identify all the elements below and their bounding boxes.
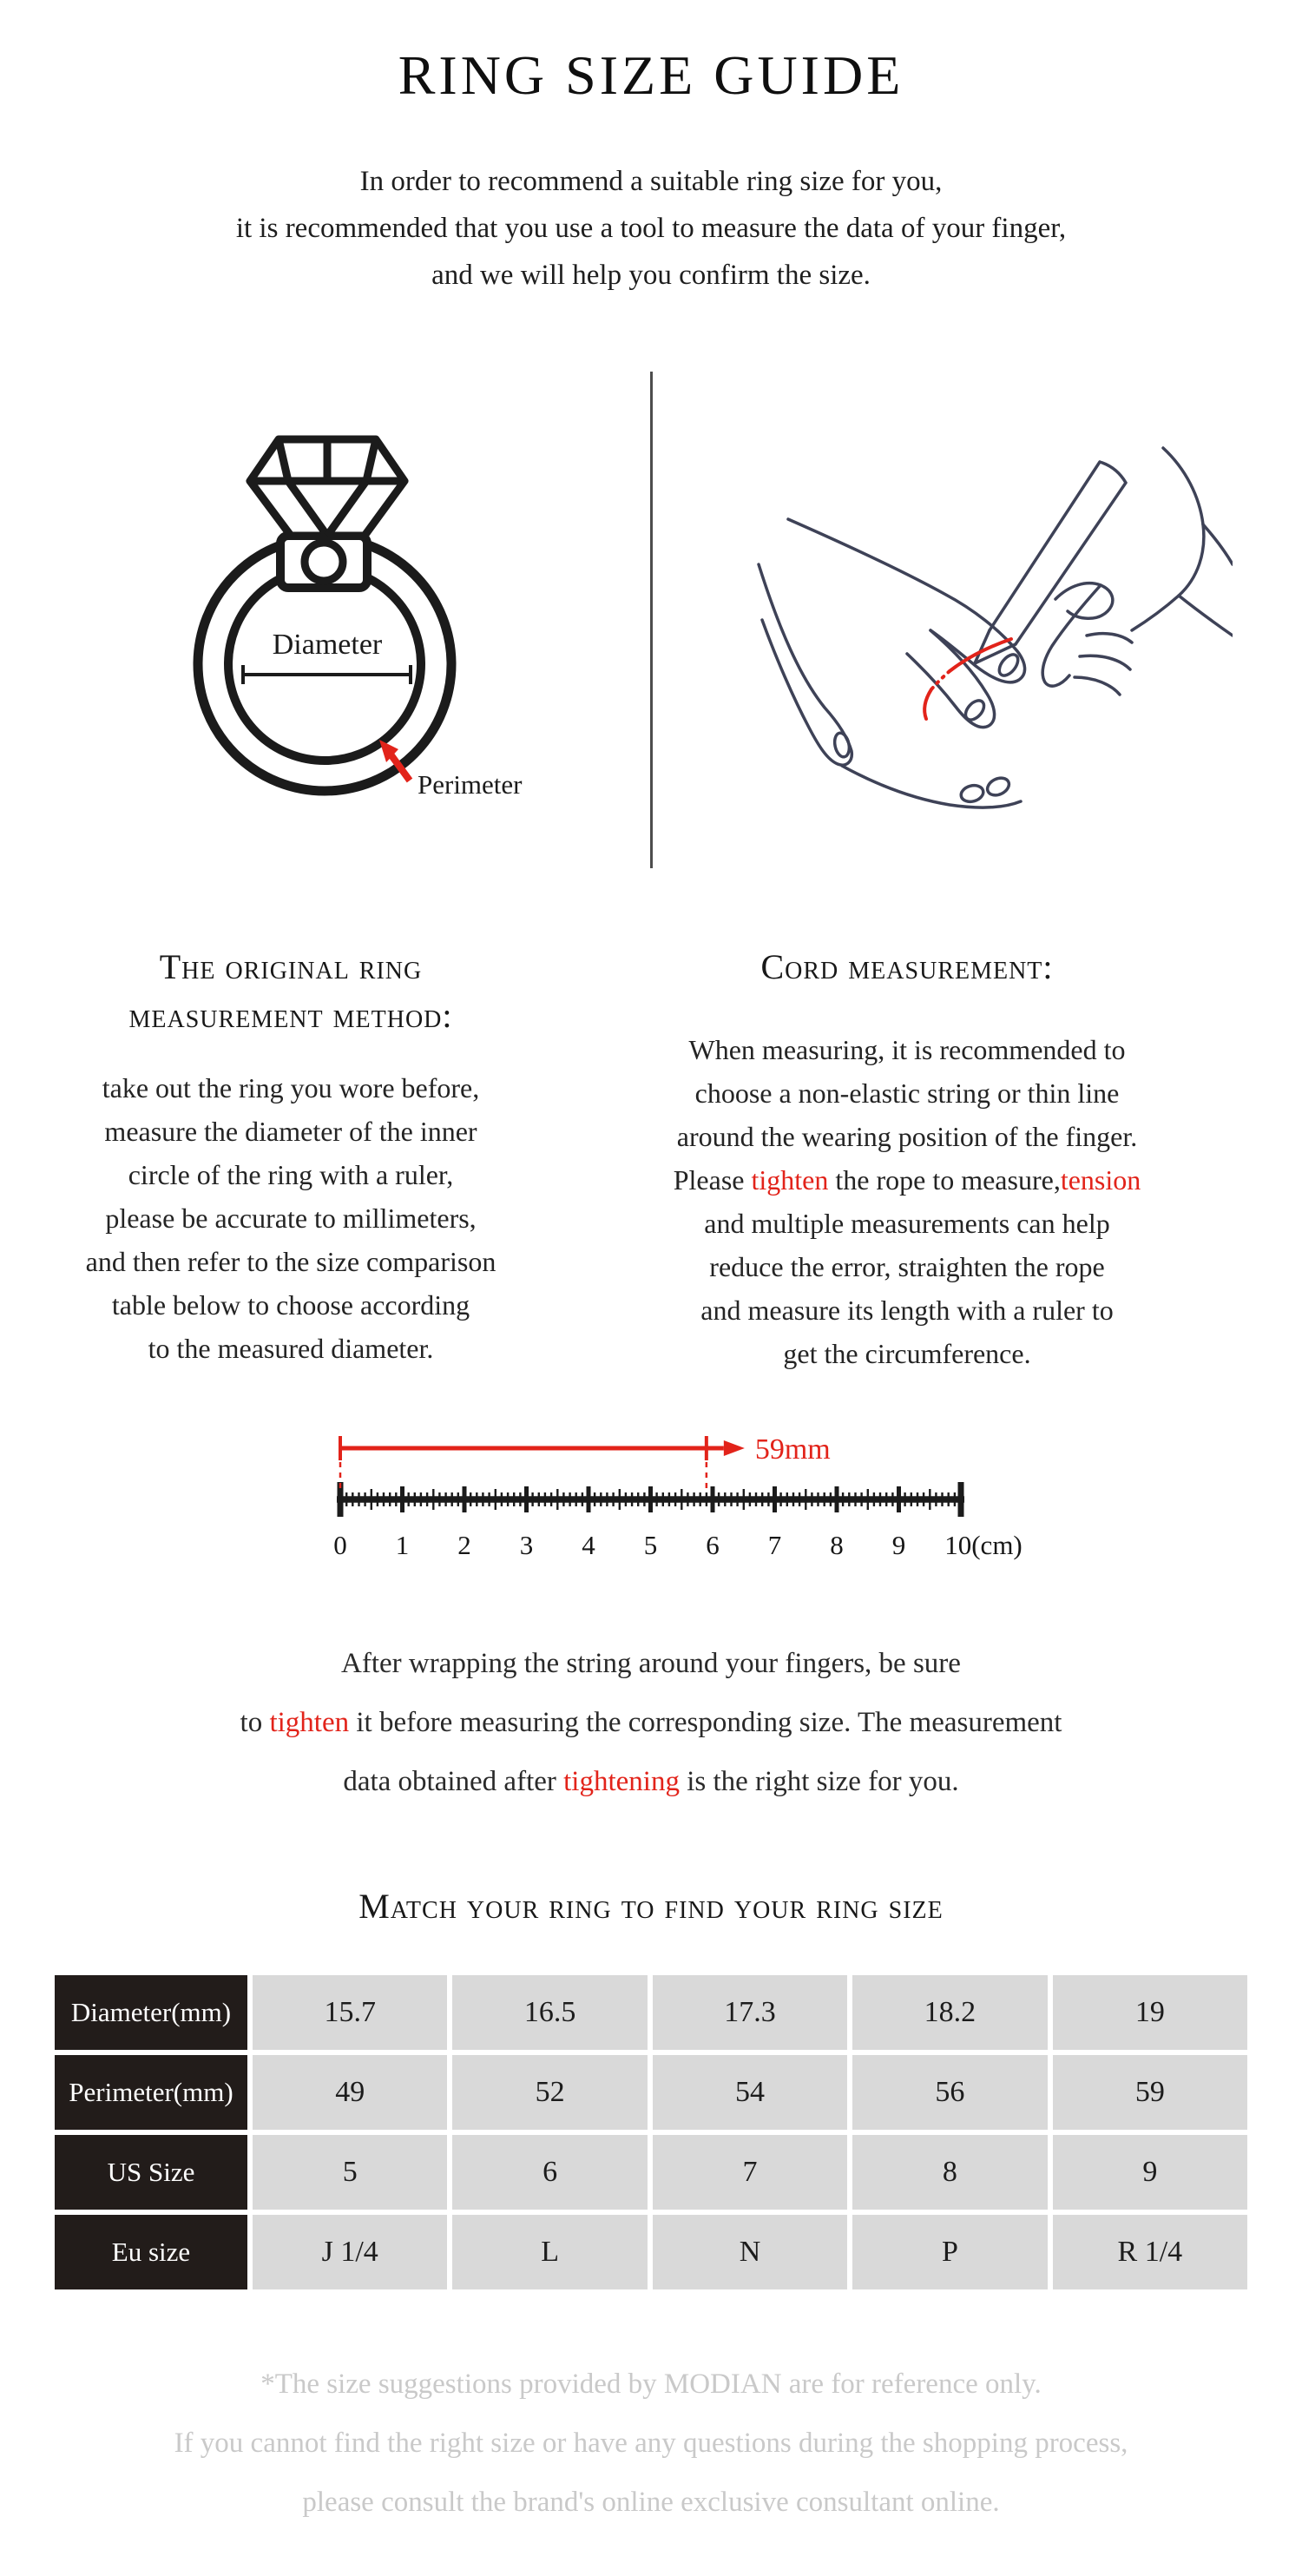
right-wrist-line <box>1203 524 1233 564</box>
intro-line: In order to recommend a suitable ring size for you, <box>359 166 943 197</box>
ruler-numbers <box>333 1530 1023 1560</box>
footer-disclaimer <box>0 2355 1302 2532</box>
ruler-number: 9 <box>891 1530 906 1560</box>
body-line: circle of the ring with a ruler, <box>128 1159 454 1190</box>
body-line <box>664 1288 1150 1332</box>
ruler-measure-label: 59mm <box>754 1433 831 1466</box>
text-segment: around the wearing position of the finger. <box>676 1121 1138 1152</box>
value-cell: J 1/4 <box>253 2215 447 2289</box>
value-cell: 16.5 <box>452 1975 647 2050</box>
ruler-number: 2 <box>457 1530 471 1560</box>
cord-measurement-section <box>664 943 1150 1375</box>
table-heading: Match your ring to find your ring size <box>358 1887 944 1926</box>
ruler-number: 5 <box>643 1530 658 1560</box>
mount-hole <box>305 543 343 581</box>
ruler-diagram <box>286 1407 1068 1571</box>
right-hand-curled-finger <box>1087 634 1132 642</box>
ruler-number: 7 <box>767 1530 782 1560</box>
body-line <box>664 1202 1150 1245</box>
body-line: to the measured diameter. <box>148 1333 434 1364</box>
value-cell: 49 <box>253 2055 447 2130</box>
text-segment: When measuring, it is recommended to <box>688 1034 1126 1065</box>
text-segment: to <box>240 1707 270 1738</box>
text-segment: and multiple measurements can help <box>704 1208 1110 1239</box>
body-line: measure the diameter of the inner <box>104 1116 477 1147</box>
table-row <box>55 1975 1247 2050</box>
text-segment: choose a non-elastic string or thin line <box>694 1077 1120 1109</box>
table-row <box>55 2215 1247 2289</box>
ring-size-table <box>55 1975 1247 2289</box>
highlight-red-text: tightening <box>563 1766 680 1797</box>
text-segment: is the right size for you. <box>679 1766 959 1797</box>
right-hand-curled-finger <box>1075 677 1120 695</box>
diameter-measure-line <box>243 665 411 684</box>
left-section-body <box>74 1066 508 1370</box>
body-line: and then refer to the size comparison <box>85 1246 496 1277</box>
ruler-unit-label: 10(cm) <box>944 1530 1023 1560</box>
value-cell: 18.2 <box>852 1975 1047 2050</box>
intro-line: it is recommended that you use a tool to measure the data of your finger, <box>235 213 1067 244</box>
pen-body <box>990 462 1126 644</box>
right-hand-curled-finger <box>1080 656 1130 669</box>
value-cell: 17.3 <box>653 1975 847 2050</box>
hands-illustration <box>712 417 1233 833</box>
value-cell: 8 <box>852 2135 1047 2210</box>
value-cell: 15.7 <box>253 1975 447 2050</box>
page-title: RING SIZE GUIDE <box>398 44 904 106</box>
text-segment: data obtained after <box>343 1766 564 1797</box>
value-cell: 6 <box>452 2135 647 2210</box>
fingernail <box>984 774 1011 798</box>
row-header-cell: US Size <box>55 2135 247 2210</box>
ruler-number: 0 <box>333 1530 347 1560</box>
value-cell: N <box>653 2215 847 2289</box>
note-line <box>0 1693 1302 1752</box>
vertical-divider <box>650 372 653 868</box>
fingernail <box>962 697 987 723</box>
text-segment: get the circumference. <box>783 1338 1031 1369</box>
body-line <box>664 1332 1150 1375</box>
row-header-cell: Diameter(mm) <box>55 1975 247 2050</box>
highlight-red-text: tension <box>1060 1164 1141 1196</box>
body-line <box>664 1158 1150 1202</box>
body-line <box>664 1245 1150 1288</box>
value-cell: 19 <box>1053 1975 1247 2050</box>
value-cell: 59 <box>1053 2055 1247 2130</box>
highlight-red-text: tighten <box>269 1707 350 1738</box>
thumbnail <box>832 732 851 759</box>
note-line <box>0 1752 1302 1811</box>
fingernail <box>996 651 1022 679</box>
right-section-body <box>664 1028 1150 1375</box>
value-cell: P <box>852 2215 1047 2289</box>
text-segment: reduce the error, straighten the rope <box>709 1251 1105 1282</box>
body-line <box>664 1115 1150 1158</box>
value-cell: 56 <box>852 2055 1047 2130</box>
value-cell: 7 <box>653 2135 847 2210</box>
row-header-cell: Eu size <box>55 2215 247 2289</box>
footer-line: If you cannot find the right size or have any questions during the shopping process, <box>174 2428 1128 2459</box>
right-hand-back-outline <box>1132 448 1204 630</box>
value-cell: 52 <box>452 2055 647 2130</box>
ruler-number: 8 <box>830 1530 844 1560</box>
intro-text <box>0 158 1302 299</box>
ruler-number: 3 <box>519 1530 534 1560</box>
ruler-ticks <box>337 1482 964 1517</box>
value-cell: L <box>452 2215 647 2289</box>
text-segment: and measure its length with a ruler to <box>700 1295 1114 1326</box>
value-cell: 9 <box>1053 2135 1247 2210</box>
text-segment: the rope to measure, <box>828 1164 1061 1196</box>
body-line: take out the ring you wore before, <box>102 1072 480 1104</box>
ring-inner-circle <box>228 568 421 761</box>
red-finger-mark <box>924 689 931 719</box>
table-row <box>55 2055 1247 2130</box>
ruler-number: 6 <box>706 1530 720 1560</box>
text-segment: Please <box>673 1164 752 1196</box>
perimeter-label: Perimeter <box>418 769 523 800</box>
body-line: table below to choose according <box>111 1289 470 1321</box>
intro-line: and we will help you confirm the size. <box>431 260 871 291</box>
ruler-red-measure <box>340 1433 831 1490</box>
footer-line: *The size suggestions provided by MODIAN are for reference only. <box>260 2368 1042 2400</box>
value-cell: 5 <box>253 2135 447 2210</box>
value-cell: 54 <box>653 2055 847 2130</box>
right-wrist-line <box>1179 596 1233 636</box>
diamond-icon <box>250 439 404 536</box>
body-line <box>664 1028 1150 1071</box>
right-hand-thumb <box>1055 583 1113 619</box>
fingernail <box>959 783 985 804</box>
text-segment: After wrapping the string around your fingers, be sure <box>341 1648 961 1679</box>
body-line: please be accurate to millimeters, <box>105 1202 477 1234</box>
row-header-cell: Perimeter(mm) <box>55 2055 247 2130</box>
footer-line: please consult the brand's online exclusive consultant online. <box>302 2487 1000 2518</box>
table-row <box>55 2135 1247 2210</box>
ruler-number: 1 <box>395 1530 410 1560</box>
left-hand-bottom-edge <box>842 766 1021 807</box>
text-segment: it before measuring the corresponding size. The measurement <box>349 1707 1062 1738</box>
left-section-heading: The original ring measurement method: <box>128 947 453 1035</box>
original-ring-method-section <box>74 943 508 1370</box>
value-cell: R 1/4 <box>1053 2215 1247 2289</box>
ring-diagram <box>156 391 590 868</box>
ruler-number: 4 <box>582 1530 595 1560</box>
right-section-heading: Cord measurement: <box>760 947 1054 986</box>
note-line <box>0 1634 1302 1693</box>
highlight-red-text: tighten <box>751 1164 829 1196</box>
diameter-label: Diameter <box>272 629 383 661</box>
measuring-note <box>0 1634 1302 1811</box>
body-line <box>664 1071 1150 1115</box>
